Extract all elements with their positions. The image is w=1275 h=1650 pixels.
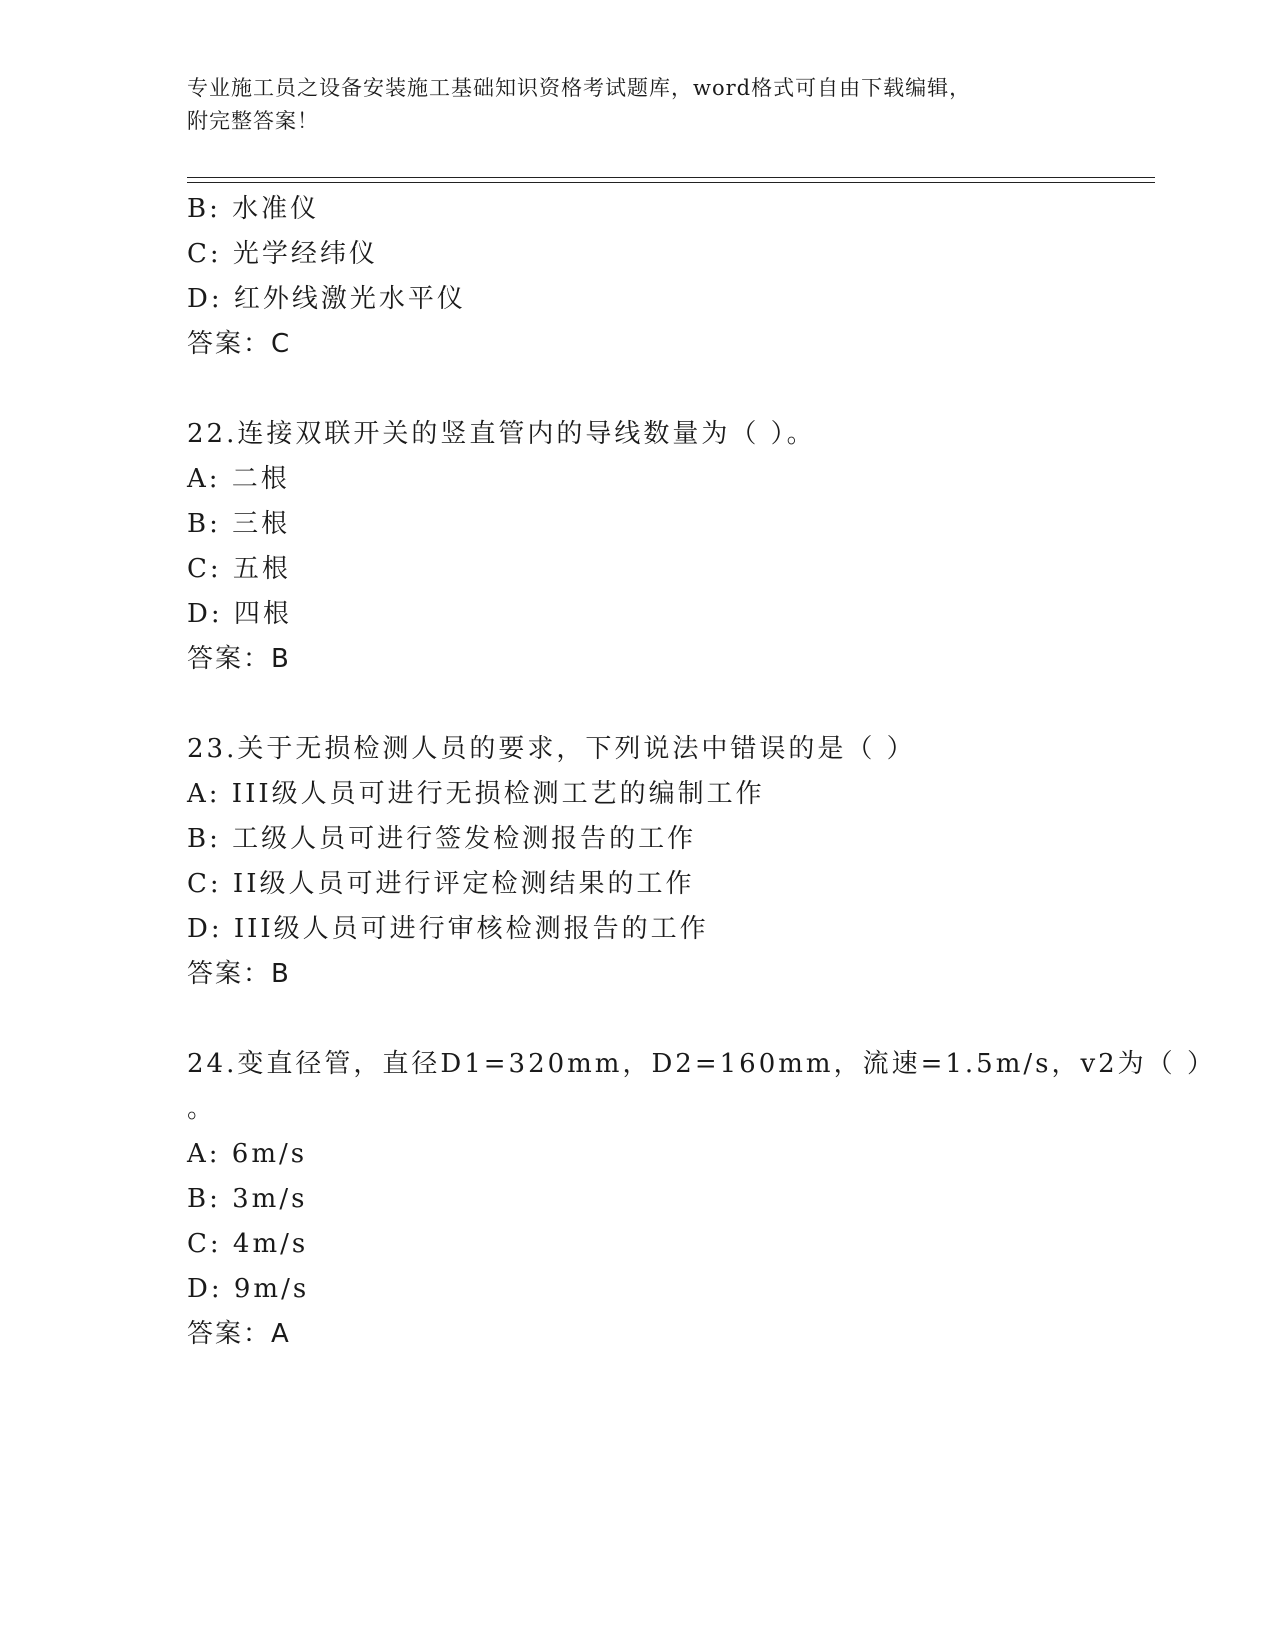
q24-option-d: D: 9m/s bbox=[187, 1274, 310, 1304]
header-rule-bottom bbox=[187, 182, 1155, 183]
q21-option-b: B: 水准仪 bbox=[187, 194, 320, 224]
q23-question: 23.关于无损检测人员的要求，下列说法中错误的是（ ） bbox=[187, 734, 916, 764]
q23-option-d: D: III级人员可进行审核检测报告的工作 bbox=[187, 914, 709, 944]
q21-option-c: C: 光学经纬仪 bbox=[187, 239, 378, 269]
document-header bbox=[187, 72, 1067, 138]
q24-answer: 答案：A bbox=[187, 1319, 291, 1349]
q22-option-b: B: 三根 bbox=[187, 509, 291, 539]
q22-option-a: A: 二根 bbox=[187, 464, 290, 494]
q22-answer: 答案：B bbox=[187, 644, 291, 674]
q24-question-continued: 。 bbox=[187, 1094, 217, 1124]
q21-answer: 答案：C bbox=[187, 329, 292, 359]
q24-question: 24.变直径管，直径D1=320mm，D2=160mm，流速=1.5m/s，v2为（ ） bbox=[187, 1049, 1216, 1079]
header-rule-top bbox=[187, 177, 1155, 178]
q22-option-d: D: 四根 bbox=[187, 599, 292, 629]
q23-option-c: C: II级人员可进行评定检测结果的工作 bbox=[187, 869, 695, 899]
q22-option-c: C: 五根 bbox=[187, 554, 291, 584]
q24-option-c: C: 4m/s bbox=[187, 1229, 309, 1259]
q23-option-b: B: 工级人员可进行签发检测报告的工作 bbox=[187, 824, 697, 854]
header-line-1: 专业施工员之设备安装施工基础知识资格考试题库，word格式可自由下载编辑， bbox=[187, 76, 972, 100]
q24-option-b: B: 3m/s bbox=[187, 1184, 308, 1214]
header-line-2: 附完整答案！ bbox=[187, 109, 319, 133]
q21-option-d: D: 红外线激光水平仪 bbox=[187, 284, 466, 314]
q23-answer: 答案：B bbox=[187, 959, 291, 989]
q22-question: 22.连接双联开关的竖直管内的导线数量为（ ）。 bbox=[187, 419, 816, 449]
q24-option-a: A: 6m/s bbox=[187, 1139, 308, 1169]
q23-option-a: A: III级人员可进行无损检测工艺的编制工作 bbox=[187, 779, 765, 809]
